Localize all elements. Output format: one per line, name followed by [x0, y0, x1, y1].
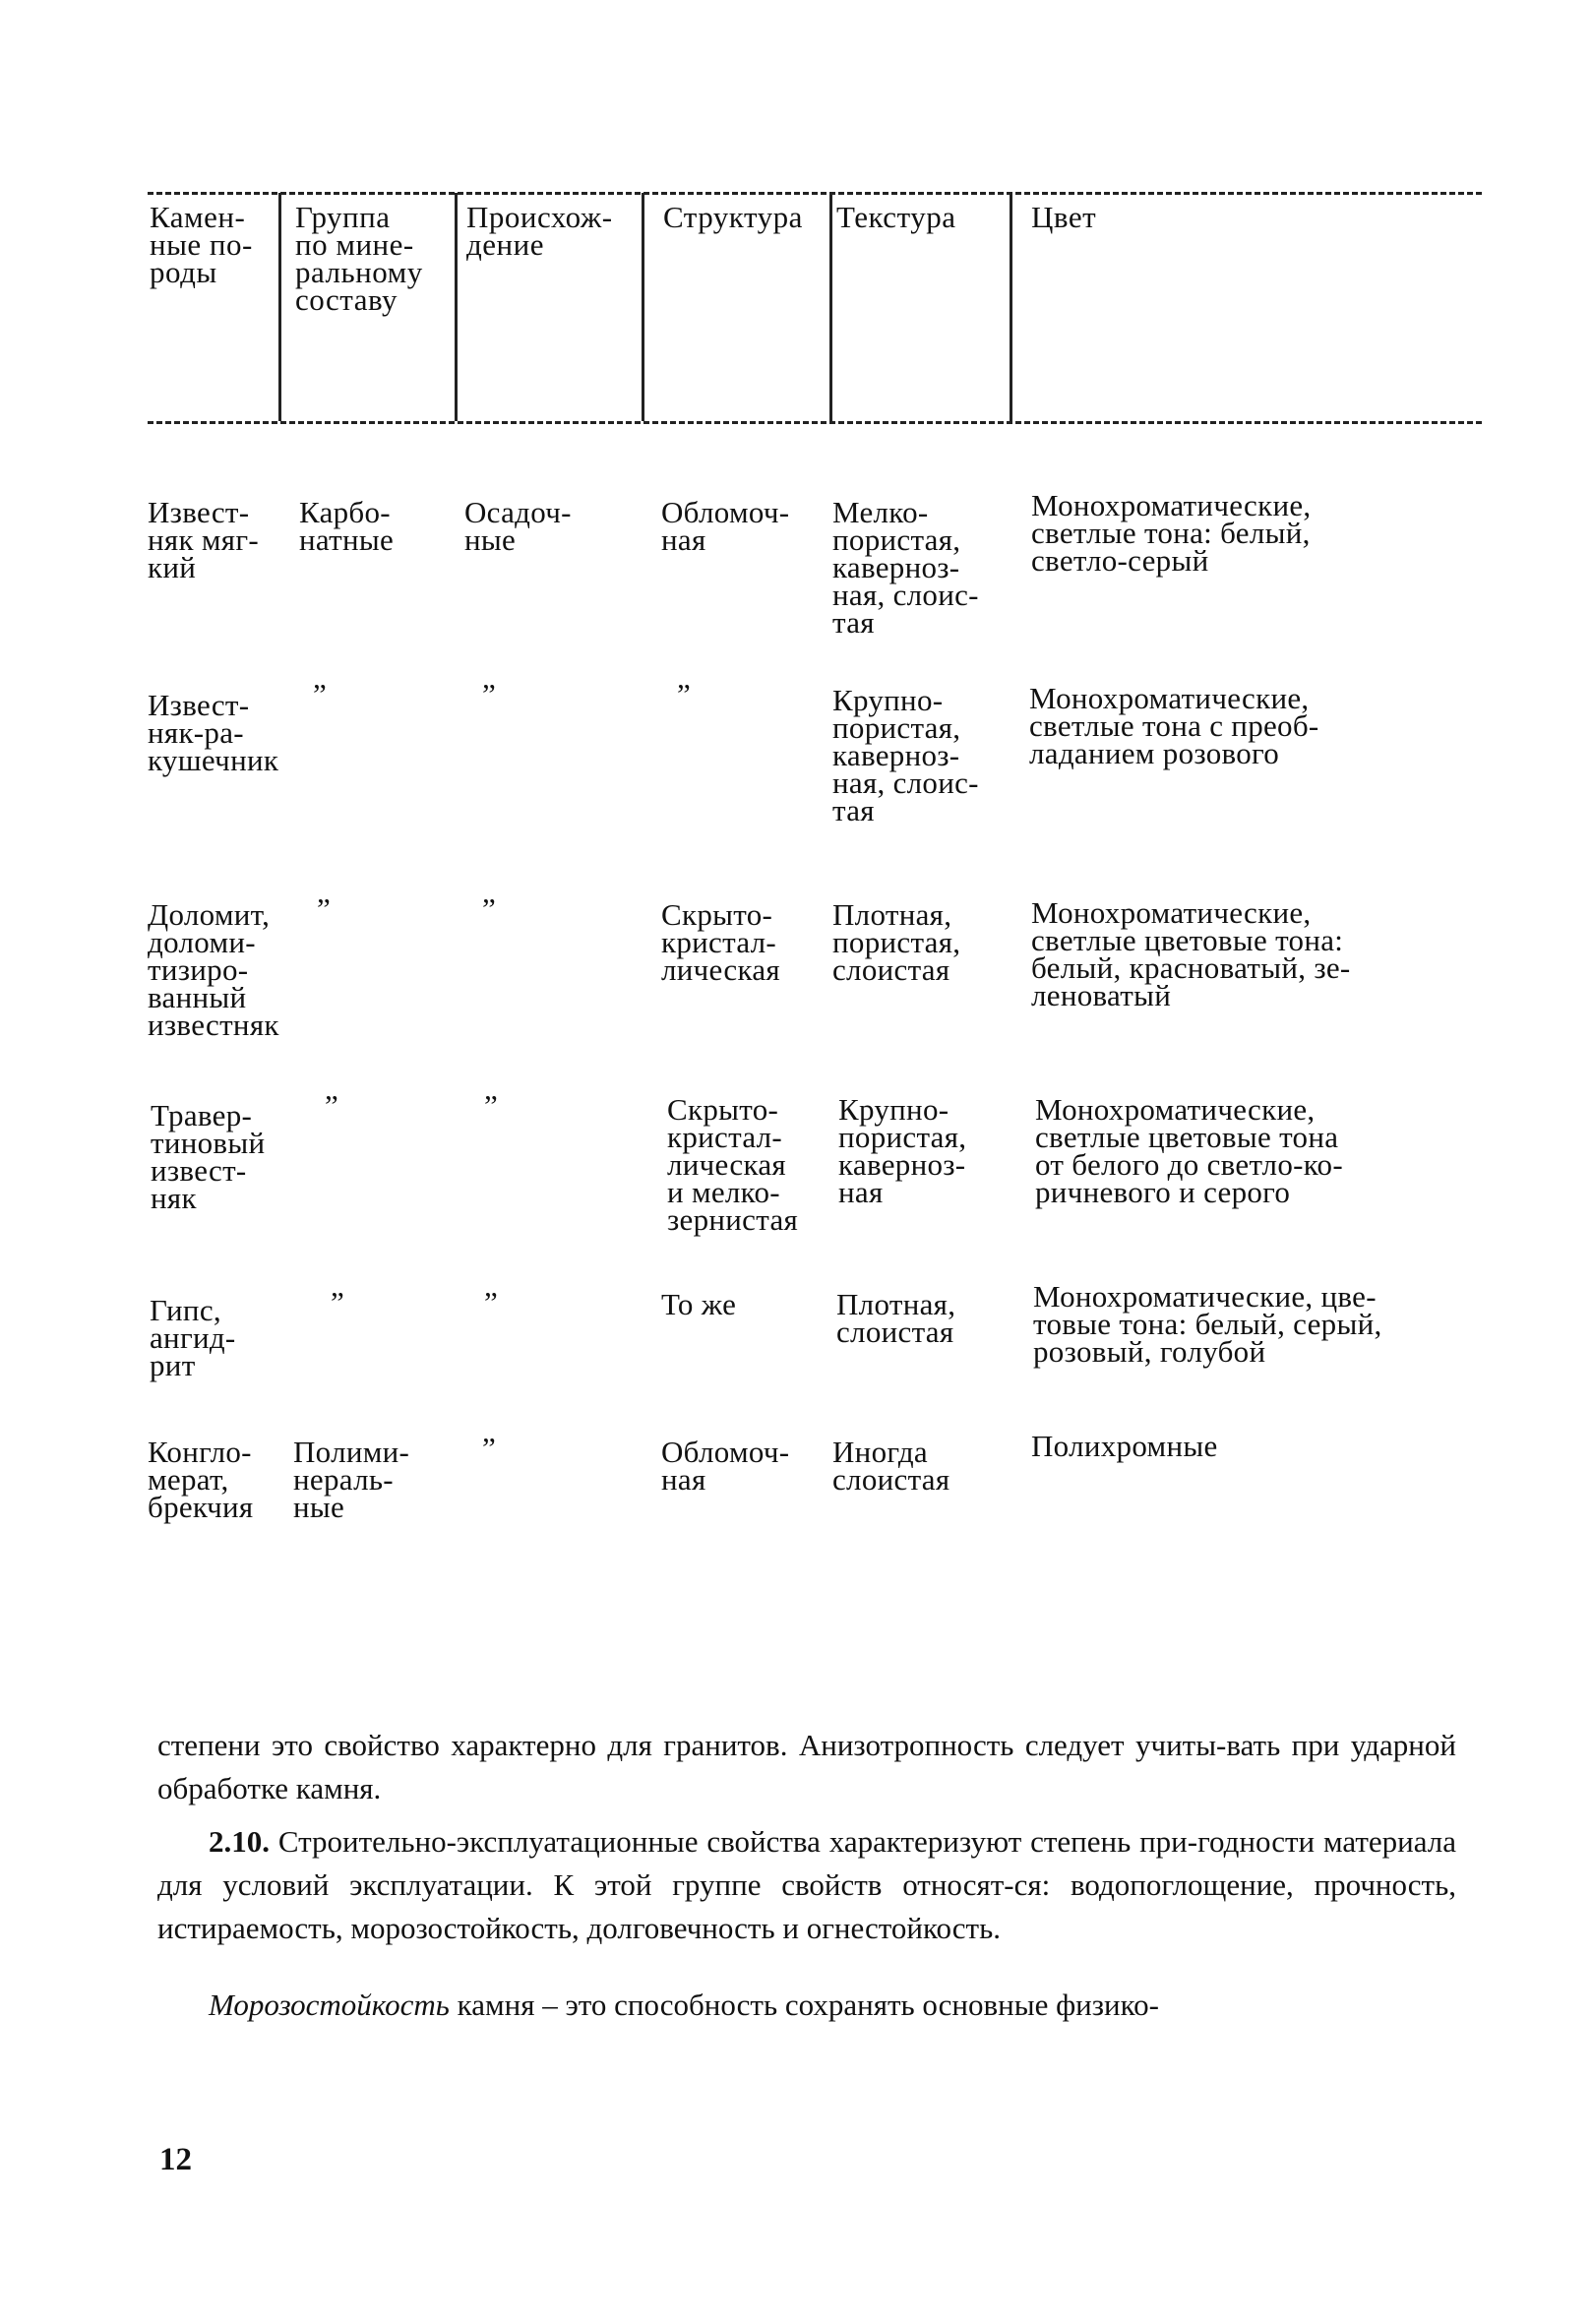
table-column-divider	[278, 193, 281, 421]
table-cell: Монохроматические, светлые тона с преоб- ладанием розового	[1029, 681, 1319, 770]
header-structure: Структура	[663, 200, 803, 234]
table-cell: Конгло- мерат, брекчия	[148, 1435, 254, 1524]
table-cell: Плотная, пористая, слоистая	[832, 897, 961, 987]
header-texture: Текстура	[836, 200, 956, 234]
table-cell: Извест- няк мяг- кий	[148, 495, 259, 584]
page-number: 12	[159, 2142, 192, 2177]
table-cell: То же	[661, 1287, 737, 1321]
table-cell: ”	[482, 1431, 497, 1465]
table-cell: Скрыто- кристал- лическая и мелко- зернистая	[667, 1092, 799, 1237]
table-header-bottom-rule	[148, 421, 1482, 424]
table-column-divider	[642, 193, 644, 421]
table-cell: ”	[482, 891, 497, 926]
table-cell: ”	[325, 1088, 339, 1123]
table-cell: Плотная, слоистая	[836, 1287, 956, 1349]
table-cell: ”	[313, 677, 328, 711]
paragraph-2-10	[157, 1820, 1456, 1950]
table-cell: ”	[482, 677, 497, 711]
paragraph: степени это свойство характерно для гранитов. Анизотропность следует учиты-вать при ударной обработке камня.	[157, 1728, 1456, 1805]
table-cell: Полими- нераль- ные	[293, 1435, 410, 1524]
table-cell: Монохроматические, цве- товые тона: белый, серый, розовый, голубой	[1033, 1279, 1382, 1369]
table-cell: Скрыто- кристал- лическая	[661, 897, 780, 987]
table-cell: Монохроматические, светлые тона: белый, светло-серый	[1031, 488, 1312, 578]
header-color: Цвет	[1031, 200, 1097, 234]
header-mineral-group: Группа по мине- ральному составу	[295, 200, 423, 317]
table-cell: Осадоч- ные	[464, 495, 572, 557]
table-cell: ”	[677, 677, 692, 711]
table-cell: ”	[331, 1285, 345, 1319]
paragraph-frost-resistance	[157, 1984, 1456, 2027]
table-column-divider	[455, 193, 458, 421]
term-frost-resistance: Морозостойкость	[209, 1988, 450, 2022]
table-cell: ”	[484, 1285, 499, 1319]
table-cell: Гипс, ангид- рит	[150, 1293, 236, 1382]
section-number: 2.10.	[209, 1824, 270, 1859]
table-cell: ”	[484, 1088, 499, 1123]
table-cell: Карбо- натные	[299, 495, 395, 557]
paragraph-text: Строительно-эксплуатационные свойства характеризуют степень при-годности материала для условий эксплуатации. К этой группе свойств относят-ся: водопоглощение, прочность, истираемость, морозостойкость, долговечность и огнестойкость.	[157, 1824, 1456, 1945]
table-cell: Крупно- пористая, каверноз- ная, слоис- тая	[832, 683, 979, 827]
table-cell: Доломит, доломи- тизиро- ванный известняк	[148, 897, 279, 1042]
table-cell: Обломоч- ная	[661, 1435, 790, 1497]
table-cell: Извест- няк-ра- кушечник	[148, 688, 279, 777]
paragraph-text: камня – это способность сохранять основные физико-	[449, 1988, 1159, 2022]
table-cell: Крупно- пористая, каверноз- ная	[838, 1092, 967, 1209]
table-column-divider	[1010, 193, 1012, 421]
table-column-divider	[829, 193, 832, 421]
table-cell: Иногда слоистая	[832, 1435, 950, 1497]
table-cell: Травер- тиновый извест- няк	[151, 1098, 266, 1215]
table-cell: ”	[317, 891, 332, 926]
table-cell: Полихромные	[1031, 1429, 1218, 1463]
table-cell: Монохроматические, светлые цветовые тона: белый, красноватый, зе- леноватый	[1031, 895, 1351, 1012]
header-origin: Происхож- дение	[466, 200, 613, 262]
table-cell: Мелко- пористая, каверноз- ная, слоис- тая	[832, 495, 979, 640]
table-cell: Обломоч- ная	[661, 495, 790, 557]
table-header-top-rule	[148, 192, 1482, 195]
table-cell: Монохроматические, светлые цветовые тона от белого до светло-ко- ричневого и серого	[1035, 1092, 1343, 1209]
header-rocks: Камен- ные по- роды	[150, 200, 253, 289]
